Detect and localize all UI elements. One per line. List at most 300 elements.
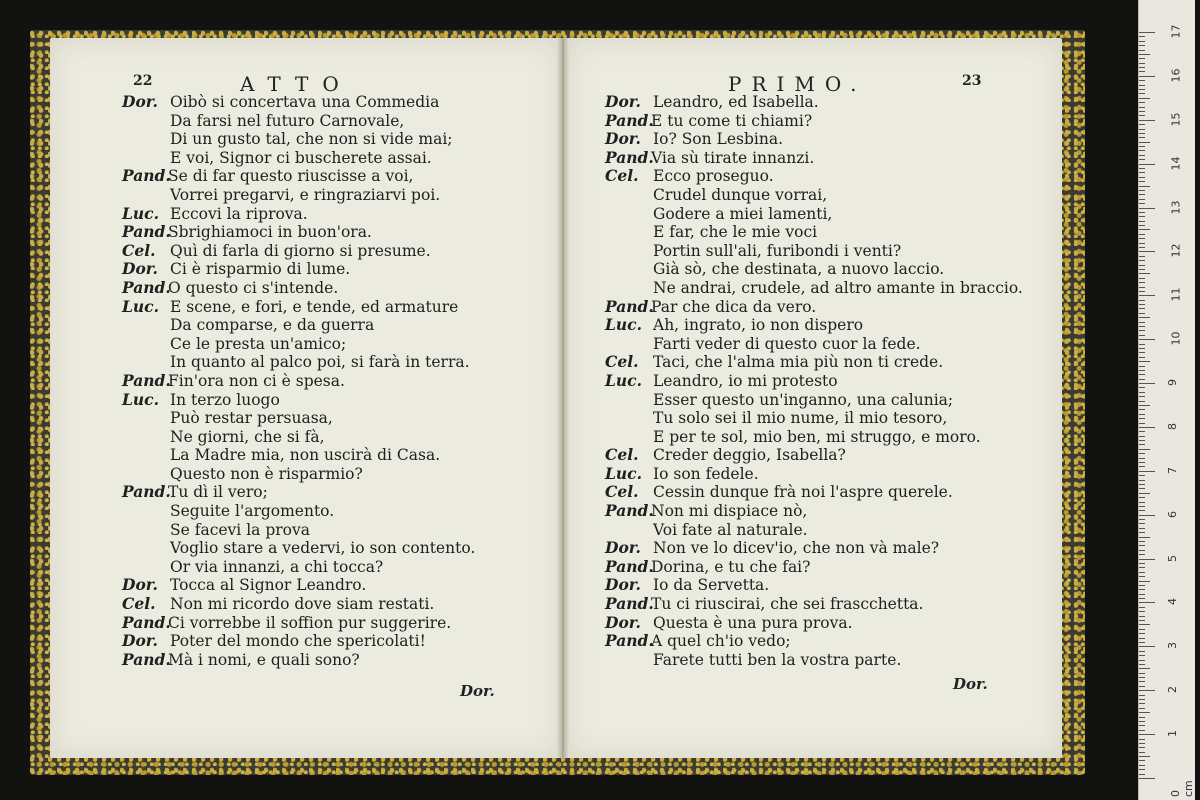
text-line <box>605 632 1025 651</box>
verse-text: Quì di farla di giorno si presume. <box>170 241 431 260</box>
ruler-tick <box>1139 344 1145 345</box>
verse-text: Farete tutti ben la vostra parte. <box>653 650 902 669</box>
verse-text: Seguite l'argomento. <box>170 502 335 521</box>
ruler-tick <box>1139 686 1145 687</box>
speaker-label: Dor. <box>605 612 641 632</box>
verse-text: Io da Servetta. <box>653 576 770 595</box>
ruler-tick <box>1139 348 1145 349</box>
ruler-tick <box>1139 646 1155 647</box>
verse-text: Tu solo sei il mio nume, il mio tesoro, <box>653 409 948 428</box>
ruler-tick <box>1139 243 1145 244</box>
verse-text: Via sù tirate innanzi. <box>651 148 815 167</box>
ruler-tick <box>1139 567 1145 568</box>
ruler-tick <box>1139 32 1155 33</box>
text-line <box>122 428 532 447</box>
ruler-tick <box>1139 225 1145 226</box>
ruler-tick <box>1139 366 1145 367</box>
text-line <box>122 316 532 335</box>
ruler-tick <box>1139 642 1145 643</box>
speaker-label: Dor. <box>122 631 158 651</box>
text-line <box>605 614 1025 633</box>
speaker-label: Dor. <box>605 92 641 111</box>
ruler-tick <box>1139 519 1145 520</box>
speaker-label: Pand. <box>605 594 654 614</box>
text-line <box>605 428 1025 447</box>
speaker-label: Cel. <box>605 482 639 502</box>
ruler-tick <box>1139 703 1145 704</box>
speaker-label: Pand. <box>122 482 171 502</box>
ruler-number: 2 <box>1166 686 1179 694</box>
verse-text: Or via innanzi, a chi tocca? <box>170 557 384 576</box>
text-line <box>605 279 1025 298</box>
page-number-right: 23 <box>962 73 982 89</box>
verse-text: La Madre mia, non uscirà di Casa. <box>170 446 441 465</box>
text-line <box>122 93 532 112</box>
text-line <box>122 279 532 298</box>
text-line <box>122 186 532 205</box>
ruler-tick <box>1139 462 1145 463</box>
text-line <box>605 130 1025 149</box>
ruler-tick <box>1139 699 1145 700</box>
ruler-tick <box>1139 282 1145 283</box>
speaker-label: Dor. <box>605 538 641 558</box>
text-line <box>122 502 532 521</box>
ruler-tick <box>1139 594 1145 595</box>
verse-text: E far, che le mie voci <box>653 223 818 242</box>
ruler-tick <box>1139 545 1145 546</box>
text-line <box>122 651 532 670</box>
ruler-number: 15 <box>1169 112 1183 127</box>
ruler-tick <box>1139 506 1145 507</box>
ruler-tick <box>1139 664 1145 665</box>
ruler-tick <box>1139 449 1150 450</box>
verse-text: Vorrei pregarvi, e ringraziarvi poi. <box>170 185 441 204</box>
ruler-tick <box>1139 115 1145 116</box>
running-head-right: PRIMO. <box>728 72 867 96</box>
verse-text: E voi, Signor ci buscherete assai. <box>170 148 432 167</box>
ruler-tick <box>1139 602 1155 603</box>
ruler-tick <box>1139 572 1145 573</box>
verse-text: Io son fedele. <box>653 464 759 483</box>
verse-text: Par che dica da vero. <box>651 297 817 316</box>
verse-text: Voglio stare a vedervi, io son contento. <box>170 539 476 558</box>
ruler-tick <box>1139 541 1145 542</box>
ruler-tick <box>1139 308 1145 309</box>
verse-text: Ecco proseguo. <box>653 167 774 186</box>
ruler-tick <box>1139 36 1145 37</box>
text-line <box>122 483 532 502</box>
text-line <box>605 558 1025 577</box>
ruler-tick <box>1139 431 1145 432</box>
ruler-tick <box>1139 537 1150 538</box>
ruler-tick <box>1139 234 1145 235</box>
verse-text: Mà i nomi, e quali sono? <box>168 650 360 669</box>
speaker-label: Pand. <box>122 612 171 632</box>
ruler-tick <box>1139 67 1145 68</box>
speaker-label: Dor. <box>605 575 641 595</box>
ruler-tick <box>1139 589 1145 590</box>
ruler-tick <box>1139 651 1145 652</box>
verse-text: Leandro, ed Isabella. <box>653 93 819 111</box>
speaker-label: Cel. <box>605 166 639 186</box>
ruler-tick <box>1139 418 1145 419</box>
ruler-tick <box>1139 387 1145 388</box>
ruler-tick <box>1139 550 1145 551</box>
text-line <box>605 651 1025 670</box>
verse-text: Leandro, io mi protesto <box>653 371 838 390</box>
ruler-tick <box>1139 216 1145 217</box>
text-line <box>122 576 532 595</box>
ruler-tick <box>1139 150 1145 151</box>
ruler-tick <box>1139 212 1145 213</box>
ruler-number: 10 <box>1169 331 1183 346</box>
ruler-tick <box>1139 585 1145 586</box>
ruler-number: 8 <box>1166 422 1179 430</box>
ruler-tick <box>1139 515 1155 516</box>
ruler-tick <box>1139 598 1145 599</box>
ruler-tick <box>1139 681 1145 682</box>
ruler-tick <box>1139 76 1155 77</box>
ruler-tick <box>1139 747 1145 748</box>
ruler-tick <box>1139 221 1145 222</box>
ruler-tick <box>1139 370 1145 371</box>
text-line <box>122 632 532 651</box>
ruler-tick <box>1139 778 1155 779</box>
speaker-label: Luc. <box>605 370 643 390</box>
ruler-tick <box>1139 502 1145 503</box>
verse-text: Taci, che l'alma mia più non ti crede. <box>653 353 944 372</box>
ruler-tick <box>1139 339 1155 340</box>
ruler-number: 0 cm <box>1169 780 1195 797</box>
text-line <box>122 112 532 131</box>
verse-text: In quanto al palco poi, si farà in terra. <box>170 353 470 372</box>
ruler-tick <box>1139 576 1145 577</box>
ruler-number: 4 <box>1166 598 1179 606</box>
ruler-tick <box>1139 352 1145 353</box>
ruler-tick <box>1139 497 1145 498</box>
ruler-tick <box>1139 427 1155 428</box>
ruler-tick <box>1139 629 1145 630</box>
ruler-tick <box>1139 668 1150 669</box>
ruler-number: 17 <box>1169 24 1183 39</box>
speaker-label: Pand. <box>122 166 171 186</box>
ruler-tick <box>1139 756 1150 757</box>
catchword-right: Dor. <box>953 675 988 693</box>
ruler-tick <box>1139 361 1150 362</box>
verse-text: Questa è una pura prova. <box>653 613 853 632</box>
ruler-tick <box>1139 743 1145 744</box>
text-line <box>122 149 532 168</box>
verse-text: Può restar persuasa, <box>170 409 333 428</box>
verse-text: Ci è risparmio di lume. <box>170 260 351 279</box>
text-line <box>605 595 1025 614</box>
ruler-tick <box>1139 137 1145 138</box>
text-line <box>122 521 532 540</box>
text-line <box>605 446 1025 465</box>
text-line <box>122 391 532 410</box>
ruler-tick <box>1139 444 1145 445</box>
text-line <box>605 353 1025 372</box>
verse-text: Già sò, che destinata, a nuovo laccio. <box>653 260 945 279</box>
verse-text: Farti veder di questo cuor la fede. <box>653 334 921 353</box>
verse-text: Ah, ingrato, io non dispero <box>653 316 864 335</box>
verse-text: Ne andrai, crudele, ad altro amante in braccio. <box>653 278 1023 297</box>
verse-text: Eccovi la riprova. <box>170 204 308 223</box>
speaker-label: Cel. <box>122 594 156 614</box>
ruler-number: 11 <box>1169 287 1183 302</box>
text-line <box>122 614 532 633</box>
ruler-tick <box>1139 677 1145 678</box>
speaker-label: Cel. <box>605 352 639 372</box>
ruler-tick <box>1139 721 1145 722</box>
ruler-tick <box>1139 765 1145 766</box>
ruler-tick <box>1139 488 1145 489</box>
ruler-tick <box>1139 181 1145 182</box>
ruler-tick <box>1139 374 1145 375</box>
ruler-tick <box>1139 326 1145 327</box>
ruler-tick <box>1139 155 1145 156</box>
verse-text: Ci vorrebbe il soffion pur suggerire. <box>168 613 452 632</box>
ruler-tick <box>1139 660 1145 661</box>
ruler-tick <box>1139 620 1145 621</box>
ruler-tick <box>1139 50 1145 51</box>
text-line <box>605 391 1025 410</box>
text-line <box>122 260 532 279</box>
ruler-tick <box>1139 423 1145 424</box>
ruler-tick <box>1139 269 1145 270</box>
text-line <box>122 130 532 149</box>
ruler-tick <box>1139 730 1145 731</box>
verse-text: O questo ci s'intende. <box>168 278 339 297</box>
ruler-tick <box>1139 278 1145 279</box>
text-line <box>605 205 1025 224</box>
text-line <box>605 521 1025 540</box>
book-gutter <box>556 38 570 758</box>
ruler-tick <box>1139 142 1150 143</box>
ruler-tick <box>1139 607 1145 608</box>
ruler-tick <box>1139 409 1145 410</box>
verse-text: Di un gusto tal, che non si vide mai; <box>170 130 453 149</box>
speaker-label: Cel. <box>122 240 156 260</box>
verse-text: E tu come ti chiami? <box>651 111 813 130</box>
text-line <box>122 167 532 186</box>
speaker-label: Dor. <box>605 129 641 149</box>
ruler-tick <box>1139 317 1150 318</box>
text-line <box>605 149 1025 168</box>
ruler-tick <box>1139 287 1145 288</box>
ruler-tick <box>1139 559 1155 560</box>
ruler-tick <box>1139 164 1155 165</box>
ruler-tick <box>1139 229 1150 230</box>
speaker-label: Pand. <box>605 110 654 130</box>
ruler-tick <box>1139 466 1145 467</box>
ruler-tick <box>1139 107 1145 108</box>
ruler-tick <box>1139 265 1145 266</box>
text-line <box>122 558 532 577</box>
speaker-label: Pand. <box>122 370 171 390</box>
verse-text: E scene, e fori, e tende, ed armature <box>170 297 459 316</box>
ruler-tick <box>1139 102 1145 103</box>
ruler-tick <box>1139 453 1145 454</box>
ruler-tick <box>1139 554 1145 555</box>
verse-text: Se facevi la prova <box>170 520 310 539</box>
ruler-tick <box>1139 752 1145 753</box>
text-line <box>605 242 1025 261</box>
ruler-number: 7 <box>1166 466 1179 474</box>
verse-text: Tocca al Signor Leandro. <box>170 576 367 595</box>
ruler-tick <box>1139 734 1155 735</box>
ruler-tick <box>1139 633 1145 634</box>
ruler-tick <box>1139 146 1145 147</box>
ruler-tick <box>1139 383 1155 384</box>
verse-text: Esser questo un'inganno, una calunia; <box>653 390 954 409</box>
ruler-tick <box>1139 392 1145 393</box>
ruler-number: 5 <box>1166 554 1179 562</box>
text-line <box>122 446 532 465</box>
text-line <box>605 483 1025 502</box>
ruler-tick <box>1139 379 1145 380</box>
speaker-label: Cel. <box>605 445 639 465</box>
speaker-label: Pand. <box>122 277 171 297</box>
ruler-tick <box>1139 510 1145 511</box>
ruler-tick <box>1139 133 1145 134</box>
ruler-tick <box>1139 769 1145 770</box>
ruler-tick <box>1139 471 1155 472</box>
text-line <box>605 335 1025 354</box>
ruler-tick <box>1139 725 1145 726</box>
speaker-label: Luc. <box>122 389 160 409</box>
ruler-tick <box>1139 71 1145 72</box>
ruler-tick <box>1139 172 1145 173</box>
ruler-tick <box>1139 199 1145 200</box>
ruler-tick <box>1139 313 1145 314</box>
ruler-number: 9 <box>1166 379 1179 387</box>
text-line <box>122 465 532 484</box>
verse-text: Da farsi nel futuro Carnovale, <box>170 111 405 130</box>
speaker-label: Dor. <box>122 259 158 279</box>
ruler-tick <box>1139 190 1145 191</box>
speaker-label: Luc. <box>605 463 643 483</box>
verse-text: Oibò si concertava una Commedia <box>170 93 440 111</box>
text-line <box>605 167 1025 186</box>
ruler-tick <box>1139 63 1145 64</box>
verse-text: Portin sull'ali, furibondi i venti? <box>653 241 902 260</box>
ruler-tick <box>1139 690 1155 691</box>
text-line <box>605 409 1025 428</box>
text-line <box>122 298 532 317</box>
text-line <box>122 205 532 224</box>
ruler-tick <box>1139 760 1145 761</box>
speaker-label: Pand. <box>605 501 654 521</box>
ruler-tick <box>1139 673 1145 674</box>
verse-text: Non mi ricordo dove siam restati. <box>170 595 435 614</box>
ruler-tick <box>1139 695 1145 696</box>
ruler-tick <box>1139 739 1145 740</box>
verse-text: Sbrighiamoci in buon'ora. <box>168 223 372 242</box>
ruler-tick <box>1139 238 1145 239</box>
verse-text: Tu ci riuscirai, che sei frascchetta. <box>651 595 924 614</box>
verse-text: Fin'ora non ci è spesa. <box>168 371 345 390</box>
verse-text: Dorina, e tu che fai? <box>651 557 811 576</box>
ruler-tick <box>1139 330 1145 331</box>
verse-text: A quel ch'io vedo; <box>651 632 791 651</box>
ruler-tick <box>1139 58 1145 59</box>
ruler-tick <box>1139 93 1145 94</box>
speaker-label: Pand. <box>605 556 654 576</box>
ruler-tick <box>1139 717 1145 718</box>
ruler-tick <box>1139 616 1145 617</box>
speaker-label: Dor. <box>122 575 158 595</box>
text-line <box>122 595 532 614</box>
ruler-tick <box>1139 45 1145 46</box>
ruler-tick <box>1139 304 1145 305</box>
verse-text: In terzo luogo <box>170 390 280 409</box>
verse-text: Non ve lo dicev'io, che non và male? <box>653 539 940 558</box>
speaker-label: Pand. <box>605 296 654 316</box>
text-line <box>122 223 532 242</box>
ruler-tick <box>1139 98 1150 99</box>
verse-text: Io? Son Lesbina. <box>653 130 784 149</box>
ruler-tick <box>1139 480 1145 481</box>
ruler-tick <box>1139 300 1145 301</box>
ruler-tick <box>1139 638 1145 639</box>
ruler-tick <box>1139 357 1145 358</box>
ruler-tick <box>1139 484 1145 485</box>
ruler-tick <box>1139 120 1155 121</box>
ruler-tick <box>1139 611 1145 612</box>
text-line <box>605 316 1025 335</box>
ruler-tick <box>1139 41 1145 42</box>
catchword-left: Dor. <box>460 682 495 700</box>
ruler-tick <box>1139 440 1145 441</box>
verse-text: Se di far questo riuscisse a voi, <box>168 167 414 186</box>
verse-text: Godere a miei lamenti, <box>653 204 833 223</box>
verse-text: Questo non è risparmio? <box>170 464 363 483</box>
verse-text: Voi fate al naturale. <box>653 520 808 539</box>
verse-text: Tu dì il vero; <box>168 483 268 502</box>
ruler-tick <box>1139 273 1150 274</box>
ruler-tick <box>1139 80 1145 81</box>
ruler-number: 6 <box>1166 510 1179 518</box>
ruler-tick <box>1139 396 1145 397</box>
ruler-tick <box>1139 405 1150 406</box>
speaker-label: Pand. <box>605 631 654 651</box>
verse-text: Crudel dunque vorrai, <box>653 185 828 204</box>
ruler-tick <box>1139 124 1145 125</box>
verse-text: Da comparse, e da guerra <box>170 316 375 335</box>
verse-text: Cessin dunque frà noi l'aspre querele. <box>653 483 953 502</box>
text-line <box>122 539 532 558</box>
ruler-tick <box>1139 581 1150 582</box>
ruler-number: 14 <box>1169 156 1183 171</box>
text-line <box>605 465 1025 484</box>
text-line <box>605 502 1025 521</box>
ruler-tick <box>1139 322 1145 323</box>
ruler-tick <box>1139 89 1145 90</box>
verse-text: E per te sol, mio ben, mi struggo, e moro. <box>653 427 981 446</box>
ruler-tick <box>1139 203 1145 204</box>
text-line <box>605 223 1025 242</box>
ruler-tick <box>1139 523 1145 524</box>
ruler-tick <box>1139 655 1145 656</box>
ruler-tick <box>1139 774 1145 775</box>
ruler-number: 3 <box>1166 642 1179 650</box>
text-line <box>605 539 1025 558</box>
page-number-left: 22 <box>133 73 153 89</box>
right-page-text <box>605 93 1025 669</box>
ruler-tick <box>1139 414 1145 415</box>
text-line <box>605 186 1025 205</box>
